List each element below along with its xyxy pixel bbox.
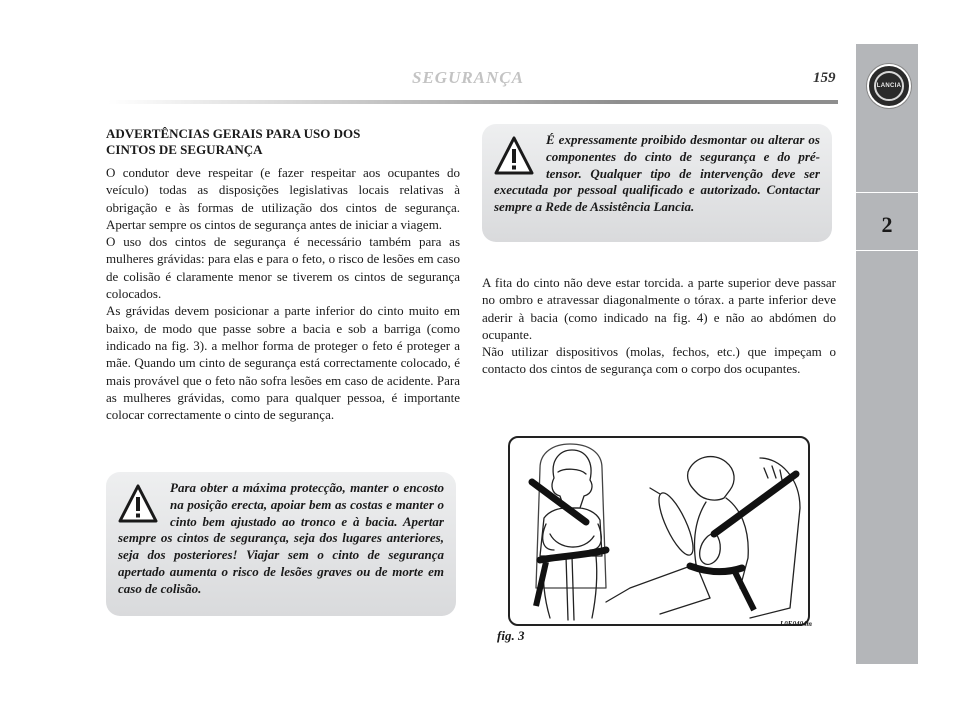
- page-number: 159: [813, 70, 836, 86]
- left-column: [106, 126, 460, 423]
- paragraph: Não utilizar dispositivos (molas, fechos, etc.) que impeçam o contacto dos cintos de segurança com o corpo dos ocupantes.: [482, 344, 836, 377]
- tab-divider-bottom: [856, 250, 918, 251]
- warning-text: É expressamente proibido desmontar ou alterar os componentes do cinto de segurança e do pré-tensor. Qualquer tipo de intervenção deve ser executada por pessoal qualificado e autorizado. Contactar sempre a Rede de Assistência Lancia.: [494, 132, 820, 215]
- right-column: [482, 274, 836, 378]
- warning-triangle-icon: [118, 484, 158, 524]
- figure-label: fig. 3: [497, 628, 525, 643]
- paragraph: O uso dos cintos de segurança é necessário também para as mulheres grávidas: para elas e para o feto, o risco de lesões em caso de colisão é claramente menor se tiverem os cintos de segurança colocados.: [106, 234, 460, 302]
- paragraph: A fita do cinto não deve estar torcida. a parte superior deve passar no ombro e atravessar diagonalmente o tórax. a parte inferior deve aderir à bacia (como indicado na fig. 4) e não ao abdómen do ocupante.: [482, 275, 836, 342]
- paragraph: As grávidas devem posicionar a parte inferior do cinto muito em baixo, de modo que passe sobre a bacia e sob a barriga (como indicado na fig. 3). a melhor forma de proteger o feto é proteger a mãe. Quando um cinto de segurança está correctamente colocado, é mais provável que o feto não sofra lesões em caso de acidente. Para as mulheres grávidas, como para qualquer pessoa, é importante colocar correctamente o cinto de segurança.: [106, 303, 460, 423]
- warning-triangle-icon: [494, 136, 534, 176]
- section-heading: [106, 126, 460, 158]
- chapter-number: 2: [881, 212, 893, 237]
- warning-text: Para obter a máxima protecção, manter o encosto na posição erecta, apoiar bem as costas e manter o cinto bem ajustado ao tronco e à bacia. Apertar sempre os cintos de segurança, seja dos lugares anteriores, seja dos posteriores! Viajar sem o cinto de segurança apertado aumenta o risco de lesões graves ou de morte em caso de colisão.: [118, 480, 444, 596]
- heading-line-2: CINTOS DE SEGURANÇA: [106, 142, 263, 157]
- paragraph: O condutor deve respeitar (e fazer respeitar aos ocupantes do veículo) todas as disposições legislativas locais relativas à obrigação e às formas de utilização dos cintos de segurança. Apertar sempre os cintos de segurança antes de iniciar a viagem.: [106, 165, 460, 232]
- heading-line-1: ADVERTÊNCIAS GERAIS PARA USO DOS: [106, 126, 361, 141]
- logo-text: LANCIA: [876, 83, 902, 89]
- logo-emblem: [874, 71, 904, 101]
- tab-divider-top: [856, 192, 918, 193]
- seatbelt-illustration: [510, 438, 808, 624]
- warning-box-right: [482, 124, 832, 242]
- header-rule: [108, 100, 838, 104]
- lancia-logo: [867, 64, 911, 108]
- figure-illustration: [508, 436, 810, 626]
- warning-box-left: [106, 472, 456, 616]
- section-title: SEGURANÇA: [412, 68, 524, 87]
- chapter-side-tab: [856, 44, 918, 664]
- figure-code: L0E0404m: [780, 620, 812, 628]
